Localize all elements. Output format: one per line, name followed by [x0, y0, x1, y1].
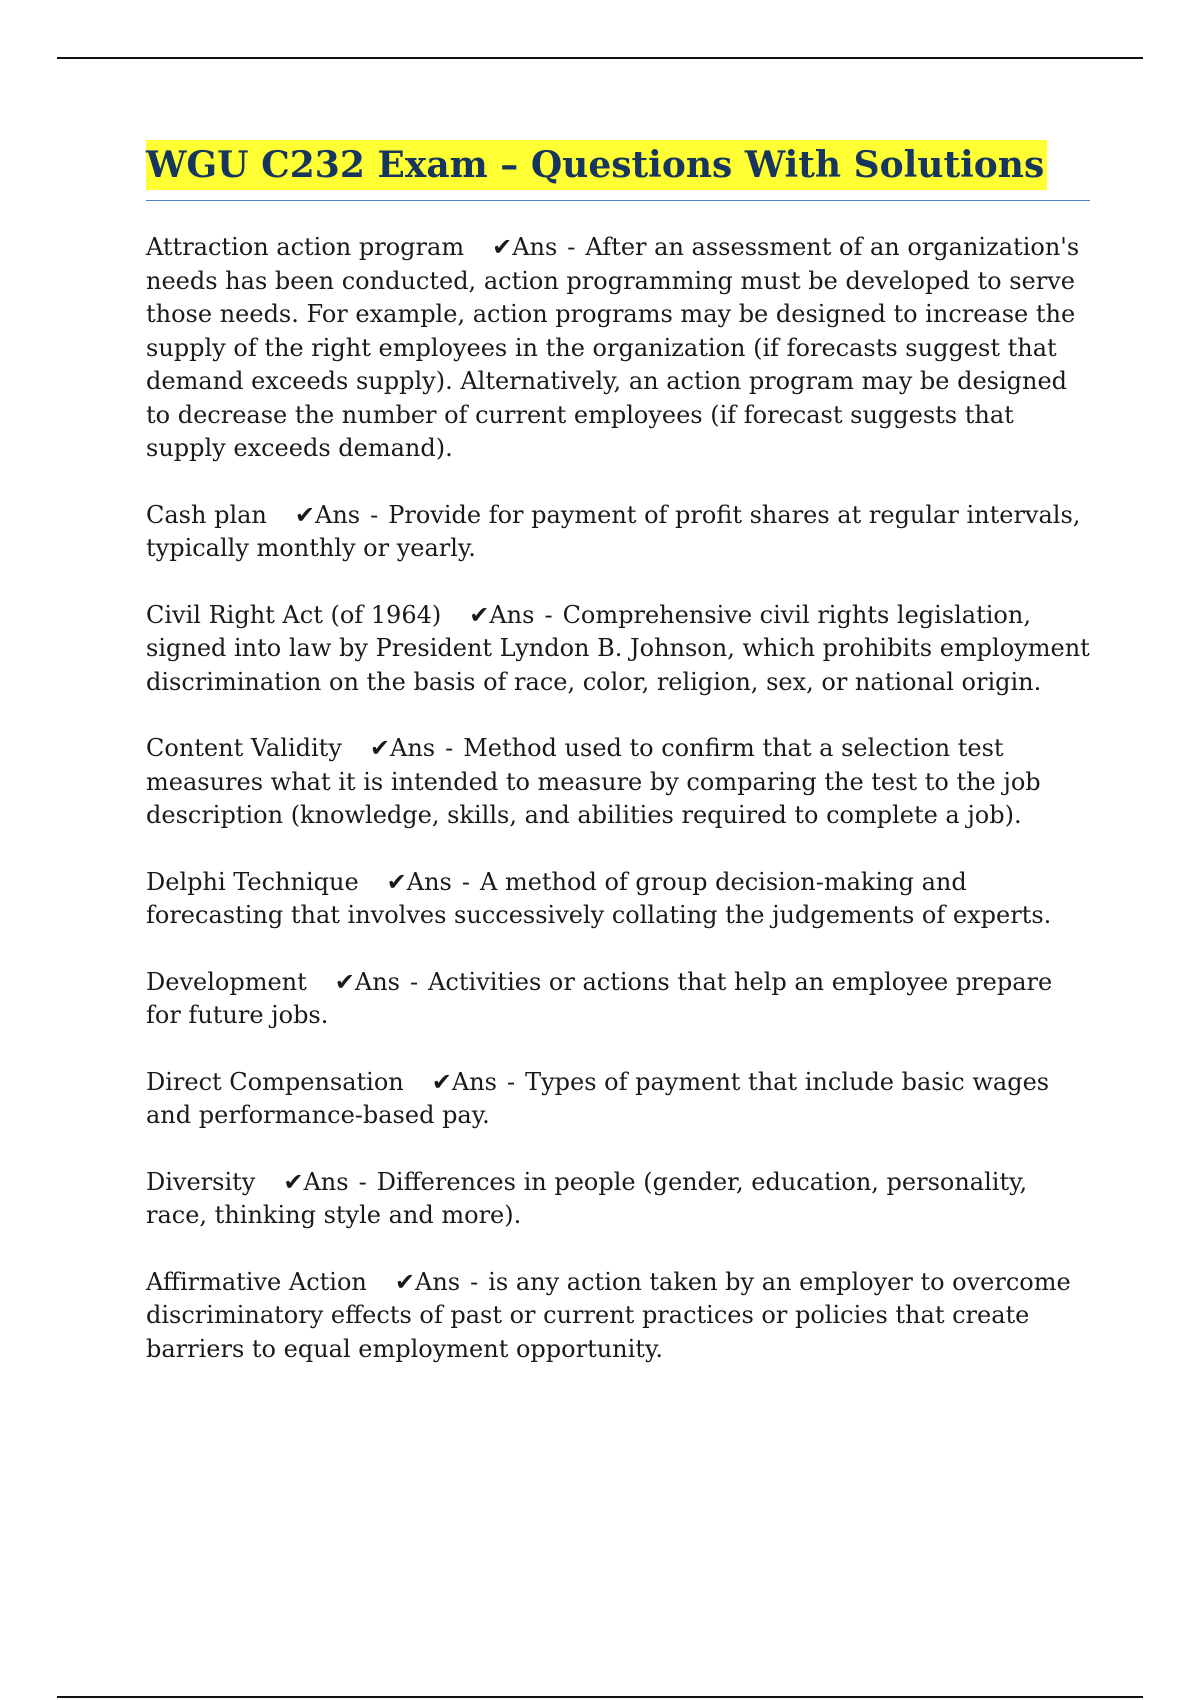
answer-separator: - [409, 967, 419, 996]
qa-entry [146, 732, 1090, 833]
answer-marker: ✔Ans [431, 1067, 497, 1096]
entry-definition: Comprehensive civil rights legislation, signed into law by President Lyndon B. Johnson, which prohibits employment discrimination on the basis of race, color, religion, sex, or national origin. [146, 600, 1090, 696]
entry-term: Affirmative Action [146, 1267, 367, 1296]
answer-separator: - [461, 867, 470, 896]
answer-marker: ✔Ans [294, 500, 361, 529]
document-title: WGU C232 Exam – Questions With Solutions [146, 140, 1047, 190]
entry-term: Diversity [146, 1167, 256, 1196]
entry-term: Attraction action program [146, 233, 465, 261]
qa-entry [146, 1066, 1090, 1133]
answer-separator: - [544, 600, 553, 629]
entry-term: Civil Right Act (of 1964) [146, 600, 442, 629]
entry-term: Direct Compensation [146, 1067, 404, 1096]
answer-separator: - [445, 734, 454, 762]
document-body [146, 140, 1090, 1399]
answer-marker: ✔Ans [386, 867, 452, 896]
title-block [146, 140, 1090, 201]
qa-entry [146, 231, 1090, 466]
entry-definition: Activities or actions that help an employee prepare for future jobs. [146, 967, 1053, 1029]
answer-separator: - [370, 500, 379, 529]
qa-entry [146, 1266, 1090, 1367]
entry-definition: Method used to confirm that a selection test measures what it is intended to measure by comparing the test to the job description (knowledge, skills, and abilities required to complete a job). [146, 734, 1041, 829]
entry-definition: After an assessment of an organization's needs has been conducted, action programming must be developed to serve those needs. For example, action programs may be designed to increase the supply of the right employees in the organization (if forecasts suggest that demand exceeds supply). Alternatively, an action program may be designed to decrease the number of current employees (if forecast suggests that supply exceeds demand). [146, 233, 1080, 462]
answer-marker: ✔Ans [369, 734, 436, 762]
entry-definition: A method of group decision-making and forecasting that involves successively collating the judgements of experts. [146, 867, 1052, 929]
qa-entry [146, 599, 1090, 700]
answer-marker: ✔Ans [469, 600, 535, 629]
qa-entry [146, 866, 1090, 933]
page-bottom-rule [57, 1696, 1143, 1698]
qa-entry [146, 966, 1090, 1033]
entry-definition: Provide for payment of profit shares at regular intervals, typically monthly or yearly. [146, 500, 1081, 562]
entry-term: Development [146, 967, 307, 996]
entry-definition: Types of payment that include basic wages and performance-based pay. [146, 1067, 1050, 1129]
entry-term: Cash plan [146, 500, 267, 529]
entry-term: Content Validity [146, 734, 342, 762]
answer-separator: - [470, 1267, 479, 1296]
answer-marker: ✔Ans [394, 1267, 461, 1296]
entry-definition: is any action taken by an employer to overcome discriminatory effects of past or current practices or policies that create barriers to equal employment opportunity. [146, 1267, 1071, 1363]
answer-marker: ✔Ans [283, 1167, 349, 1196]
entry-definition: Differences in people (gender, education, personality, race, thinking style and more). [146, 1167, 1028, 1229]
answer-separator: - [358, 1167, 367, 1196]
qa-entry [146, 499, 1090, 566]
answer-marker: ✔Ans [334, 967, 400, 996]
answer-marker: ✔Ans [492, 233, 558, 261]
qa-entry [146, 1166, 1090, 1233]
answer-separator: - [567, 233, 576, 261]
entry-term: Delphi Technique [146, 867, 359, 896]
page-top-rule [57, 57, 1143, 59]
answer-separator: - [506, 1067, 516, 1096]
